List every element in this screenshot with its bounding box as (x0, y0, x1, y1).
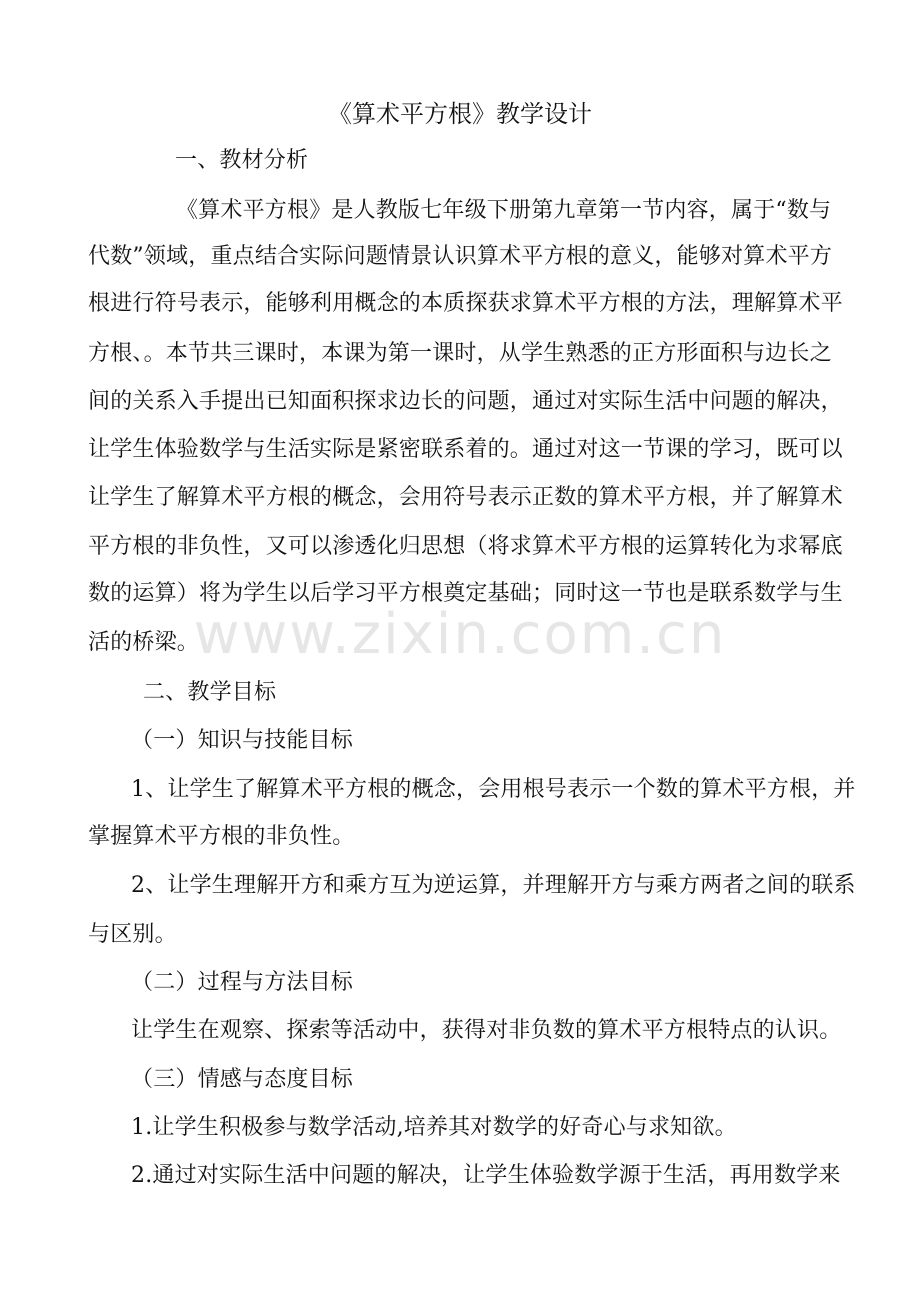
paragraph-line: 与区别。 (88, 922, 177, 947)
paragraph-line: 代数”领域，重点结合实际问题情景认识算术平方根的意义，能够对算术平方 (88, 244, 833, 269)
paragraph-line: 根进行符号表示，能够利用概念的本质探获求算术平方根的方法，理解算术平 (88, 291, 843, 316)
paragraph-line: 方根、。本节共三课时，本课为第一课时，从学生熟悉的正方形面积与边长之 (88, 341, 832, 366)
paragraph-line: 《算术平方根》是人教版七年级下册第九章第一节内容，属于“数与 (176, 198, 832, 223)
emotion-goal-2: 2.通过对实际生活中问题的解决，让学生体验数学源于生活，再用数学来 (131, 1163, 841, 1188)
paragraph-line: 让学生体验数学与生活实际是紧密联系着的。通过对这一节课的学习，既可以 (88, 437, 843, 462)
section-heading-teaching-goals: 二、教学目标 (143, 680, 277, 705)
subheading-process-methods: （二）过程与方法目标 (131, 970, 354, 995)
paragraph-line: 让学生了解算术平方根的概念，会用符号表示正数的算术平方根，并了解算术 (88, 485, 843, 510)
paragraph-line: 数的运算）将为学生以后学习平方根奠定基础；同时这一节也是联系数学与生 (88, 581, 843, 606)
paragraph-line: 活的桥梁。 (88, 630, 200, 655)
emotion-goal-1: 1.让学生积极参与数学活动,培养其对数学的好奇心与求知欲。 (131, 1115, 737, 1140)
subheading-knowledge-skills: （一）知识与技能目标 (131, 728, 354, 753)
paragraph-line: 2、让学生理解开方和乘方互为逆运算，并理解开方与乘方两者之间的联系 (131, 873, 856, 898)
paragraph-line: 1、让学生了解算术平方根的概念，会用根号表示一个数的算术平方根，并 (131, 777, 856, 802)
subheading-emotion-attitude: （三）情感与态度目标 (131, 1067, 354, 1092)
watermark-text: www.zixin.com.cn (193, 602, 727, 667)
document-title: 《算术平方根》教学设计 (328, 100, 592, 128)
paragraph-line: 掌握算术平方根的非负性。 (88, 824, 355, 849)
section-heading-textbook-analysis: 一、教材分析 (175, 148, 309, 173)
paragraph-line: 间的关系入手提出已知面积探求边长的问题，通过对实际生活中问题的解决， (88, 389, 843, 414)
paragraph-line: 平方根的非负性，又可以渗透化归思想（将求算术平方根的运算转化为求幂底 (88, 534, 843, 559)
process-goal-text: 让学生在观察、探索等活动中，获得对非负数的算术平方根特点的认识。 (131, 1018, 842, 1043)
